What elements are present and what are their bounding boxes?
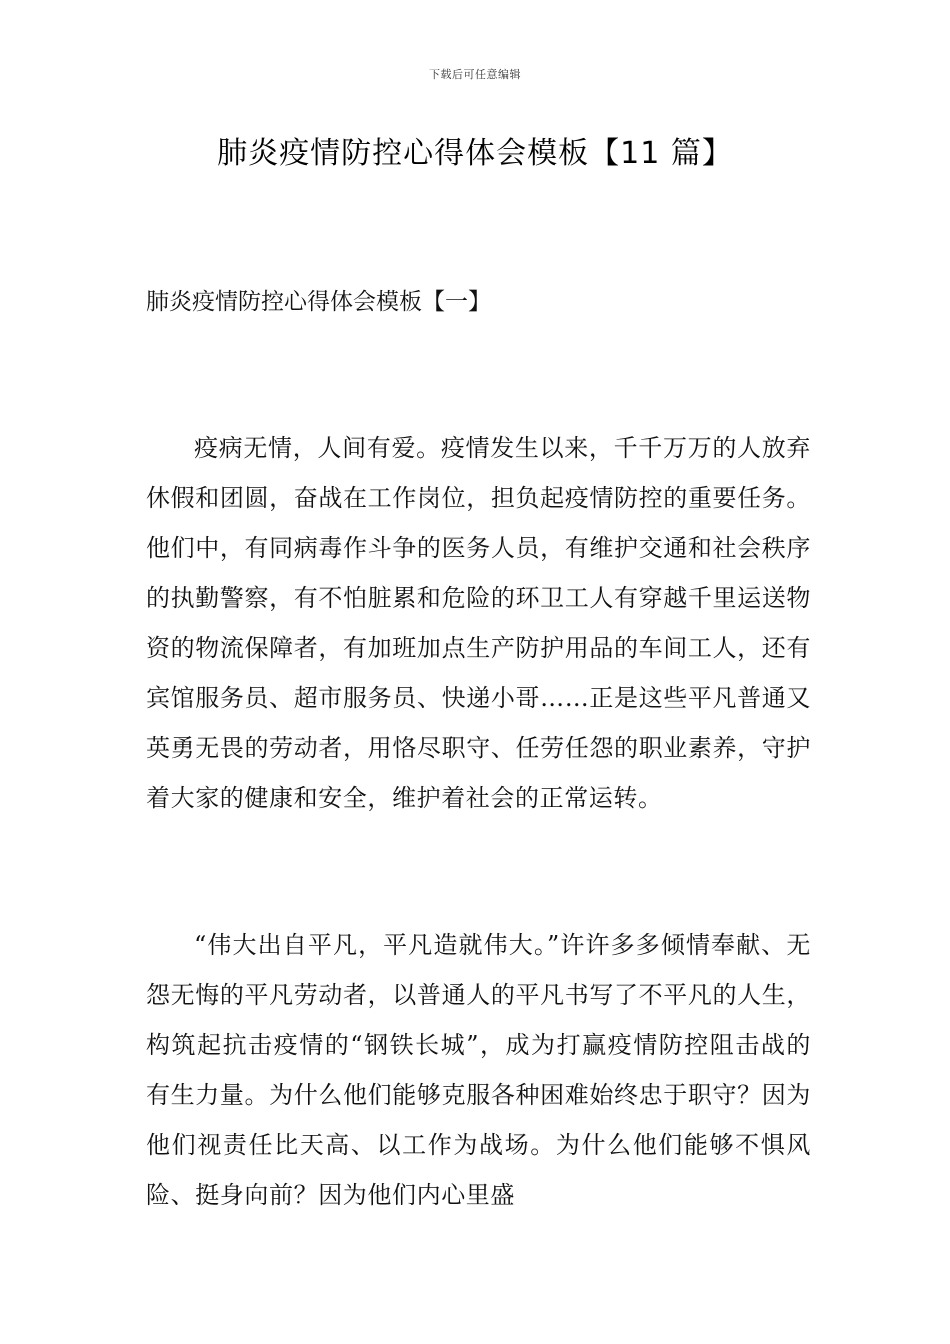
document-title: 肺炎疫情防控心得体会模板【11 篇】 (217, 136, 733, 171)
paragraph-1: 疫病无情，人间有爱。疫情发生以来，千千万万的人放弃休假和团圆，奋战在工作岗位，担负起疫情防控的重要任务。他们中，有同病毒作斗争的医务人员，有维护交通和社会秩序的执勤警察，有不怕脏累和危险的环卫工人有穿越千里运送物资的物流保障者，有加班加点生产防护用品的车间工人，还有宾馆服务员、超市服务员、快递小哥……正是这些平凡普通又英勇无畏的劳动者，用恪尽职守、任劳任怨的职业素养，守护着大家的健康和安全，维护着社会的正常运转。 (146, 434, 811, 812)
paragraph-2: “伟大出自平凡，平凡造就伟大。”许许多多倾情奉献、无怨无悔的平凡劳动者，以普通人的平凡书写了不平凡的人生，构筑起抗击疫情的“钢铁长城”，成为打赢疫情防控阻击战的有生力量。为什么他们能够克服各种困难始终忠于职守？因为他们视责任比天高、以工作为战场。为什么他们能够不惧风险、挺身向前？因为他们内心里盛 (146, 931, 811, 1209)
header-note: 下载后可任意编辑 (429, 68, 521, 81)
section-heading: 肺炎疫情防控心得体会模板【一】 (146, 289, 491, 315)
